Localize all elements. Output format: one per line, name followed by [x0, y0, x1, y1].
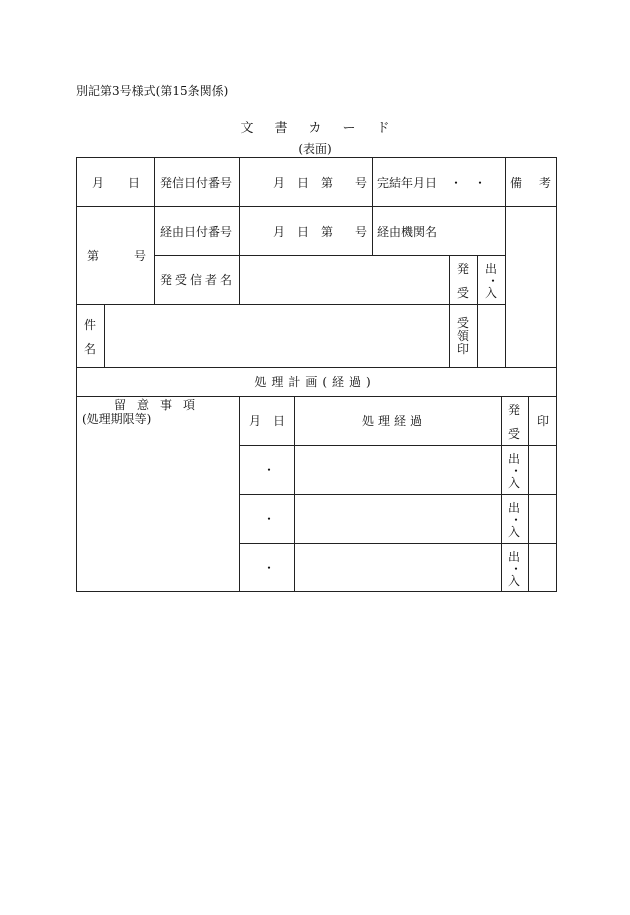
month-label: 月 [92, 176, 105, 190]
subject-label-2: 名 [84, 342, 97, 356]
process-row-dot: ・ [510, 464, 523, 478]
title-char: 書 [274, 121, 288, 136]
day-label: 日 [297, 176, 310, 190]
process-row-out: 出 [508, 550, 521, 564]
number-label-1: 第 [87, 249, 100, 263]
process-month-label: 月 [249, 414, 262, 428]
number-prefix-label: 第 [321, 176, 334, 190]
process-progress-header: 処理経過 [362, 414, 427, 428]
number-suffix-label: 号 [355, 225, 368, 239]
day-label: 日 [128, 176, 141, 190]
notes-sub-label: (処理期限等) [82, 412, 152, 426]
process-row-in: 入 [508, 525, 521, 539]
notes-label: 留意事項 [114, 398, 207, 412]
dot-label: ・ [487, 274, 500, 288]
process-row-in: 入 [508, 476, 521, 490]
receipt-label-2: 領 [457, 329, 470, 343]
subject-label-1: 件 [84, 318, 97, 332]
sender-receiver-label: 発受信者名 [160, 273, 236, 287]
remarks-label-2: 考 [539, 176, 552, 190]
process-row-out: 出 [508, 452, 521, 466]
send-label: 発 [457, 262, 470, 276]
out-label: 出 [485, 262, 498, 276]
completion-date-dots: ・ ・ [450, 176, 487, 190]
completion-date-label: 完結年月日 [377, 176, 438, 190]
title-char: カ [308, 121, 322, 136]
document-title [0, 122, 630, 136]
document-subtitle: (表面) [298, 142, 332, 156]
process-row-out: 出 [508, 501, 521, 515]
month-label: 月 [273, 176, 286, 190]
form-label: 別記第3号様式(第15条関係) [76, 84, 229, 98]
process-send-label: 発 [508, 403, 521, 417]
remarks-label-1: 備 [510, 176, 523, 190]
title-char: ー [342, 121, 356, 136]
in-label: 入 [485, 286, 498, 300]
process-day-label: 日 [273, 414, 286, 428]
number-label-2: 号 [134, 249, 147, 263]
process-section-title: 処理計画(経過) [254, 375, 376, 389]
via-agency-label: 経由機関名 [377, 225, 438, 239]
process-row-dot: ・ [510, 562, 523, 576]
day-label: 日 [297, 225, 310, 239]
send-date-number-label: 発信日付番号 [160, 176, 233, 190]
number-suffix-label: 号 [355, 176, 368, 190]
process-row-in: 入 [508, 574, 521, 588]
title-char: 文 [240, 121, 254, 136]
receipt-label-3: 印 [457, 342, 470, 356]
month-label: 月 [273, 225, 286, 239]
receive-label: 受 [457, 286, 470, 300]
process-row-date: ・ [263, 463, 276, 477]
number-prefix-label: 第 [321, 225, 334, 239]
process-seal-header: 印 [537, 414, 550, 428]
process-row-date: ・ [263, 561, 276, 575]
process-row-dot: ・ [510, 513, 523, 527]
process-receive-label: 受 [508, 427, 521, 441]
process-row-date: ・ [263, 512, 276, 526]
receipt-label-1: 受 [457, 316, 470, 330]
via-date-number-label: 経由日付番号 [160, 225, 233, 239]
title-char: ド [376, 121, 390, 136]
